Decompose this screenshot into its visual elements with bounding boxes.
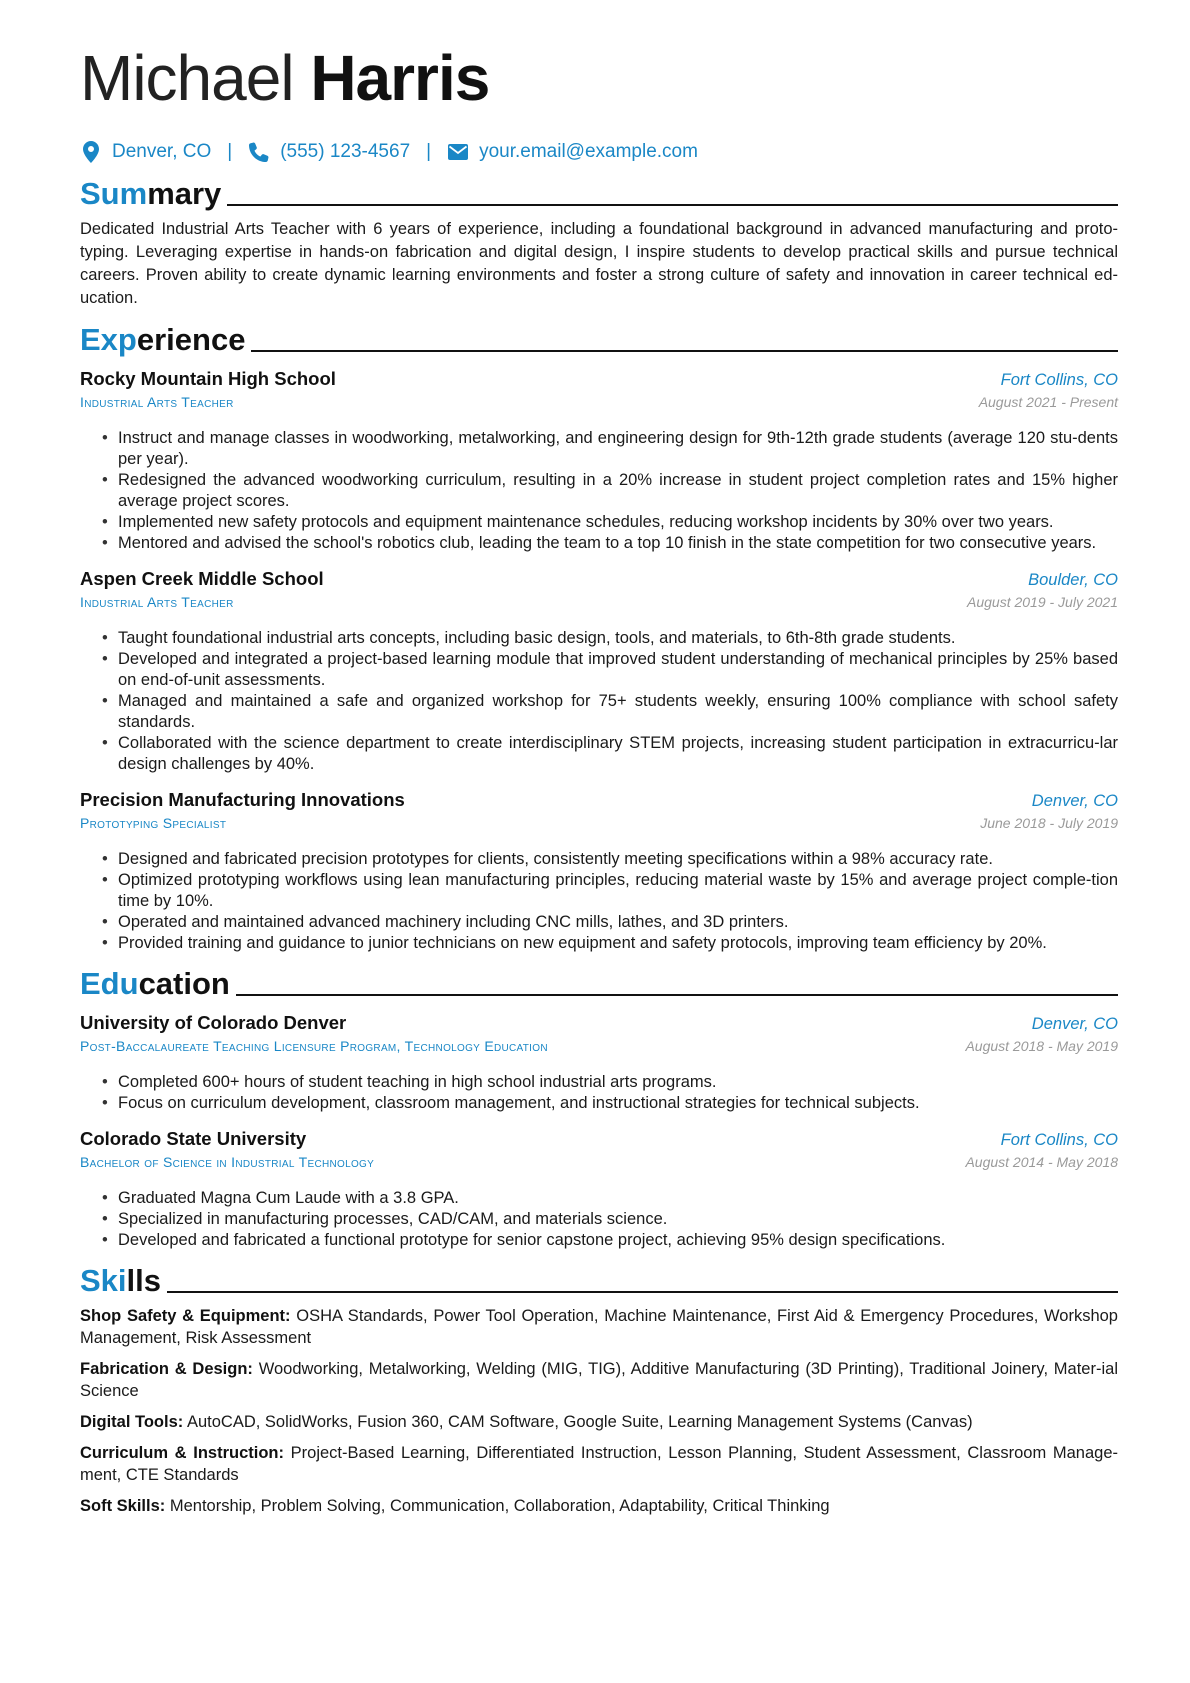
entry-dates: August 2018 - May 2019	[965, 1038, 1118, 1054]
section-rule	[236, 994, 1118, 996]
bullet-item: • Graduated Magna Cum Laude with a 3.8 GPA.	[102, 1188, 1118, 1209]
bullet-item: • Managed and maintained a safe and organized workshop for 75+ students weekly, ensuring 100% compliance with school safety standards.	[102, 691, 1118, 733]
bullet-item: • Instruct and manage classes in woodworking, metalworking, and engineering design for 9th-12th grade students (average 120 stu-dents per year).	[102, 428, 1118, 470]
entry-bullets	[102, 428, 1118, 554]
entry-location: Fort Collins, CO	[1000, 1131, 1118, 1149]
section-header-summary	[80, 172, 1118, 212]
entry-role: Prototyping Specialist	[80, 815, 227, 831]
bullet-item: • Operated and maintained advanced machinery including CNC mills, lathes, and 3D printers.	[102, 912, 1118, 933]
education-entry	[80, 1128, 1118, 1251]
entry-location: Denver, CO	[1031, 1015, 1118, 1033]
entry-role: Bachelor of Science in Industrial Technology	[80, 1154, 375, 1170]
bullet-item: • Developed and integrated a project-based learning module that improved student understanding of mechanical principles by 25% based on end-of-unit assessments.	[102, 649, 1118, 691]
bullet-item: • Developed and fabricated a functional prototype for senior capstone project, achieving 95% design specifications.	[102, 1230, 1118, 1251]
contact-location	[80, 141, 211, 163]
contact-separator: |	[227, 141, 233, 162]
entry-bullets	[102, 628, 1118, 775]
experience-entry	[80, 568, 1118, 775]
skill-label: Soft Skills:	[80, 1497, 166, 1515]
section-title-rest: erience	[136, 322, 246, 357]
phone-text: (555) 123-4567	[280, 141, 411, 162]
entry-role: Post-Baccalaureate Teaching Licensure Program, Technology Education	[80, 1038, 548, 1054]
entry-organization: Aspen Creek Middle School	[80, 568, 324, 589]
bullet-item: • Taught foundational industrial arts concepts, including basic design, tools, and materials, to 6th-8th grade students.	[102, 628, 1118, 649]
entry-dates: August 2019 - July 2021	[967, 594, 1118, 610]
section-title	[80, 176, 221, 212]
education-entry	[80, 1012, 1118, 1114]
location-text: Denver, CO	[112, 141, 212, 162]
bullet-item: • Collaborated with the science department to create interdisciplinary STEM projects, increasing student participation in extracurricu-lar design challenges by 40%.	[102, 733, 1118, 775]
section-rule	[227, 204, 1118, 206]
bullet-item: • Provided training and guidance to junior technicians on new equipment and safety protocols, improving team efficiency by 20%.	[102, 933, 1118, 954]
last-name: Harris	[310, 42, 490, 114]
skill-values: Mentorship, Problem Solving, Communication, Collaboration, Adaptability, Critical Thinking	[165, 1497, 830, 1515]
section-rule	[251, 350, 1118, 352]
entry-dates: June 2018 - July 2019	[980, 815, 1118, 831]
bullet-item: • Implemented new safety protocols and equipment maintenance schedules, reducing workshop incidents by 30% over two years.	[102, 512, 1118, 533]
bullet-item: • Mentored and advised the school's robotics club, leading the team to a top 10 finish in the state competition for two consecutive years.	[102, 533, 1118, 554]
bullet-item: • Optimized prototyping workflows using lean manufacturing principles, reducing material waste by 15% and average project comple-tion time by 10%.	[102, 870, 1118, 912]
bullet-item: • Completed 600+ hours of student teaching in high school industrial arts programs.	[102, 1072, 1118, 1093]
entry-organization: Rocky Mountain High School	[80, 368, 336, 389]
skill-label: Fabrication & Design:	[80, 1360, 253, 1378]
section-title-accent: Ski	[80, 1263, 127, 1298]
skill-row	[80, 1358, 1118, 1402]
section-title-rest: mary	[147, 176, 222, 211]
entry-bullets	[102, 1188, 1118, 1251]
entry-organization: Precision Manufacturing Innovations	[80, 789, 405, 810]
skills-list	[80, 1305, 1118, 1517]
skill-values: OSHA Standards, Power Tool Operation, Machine Maintenance, First Aid & Emergency Procedures, Workshop Management, Risk Assessment	[80, 1307, 1118, 1347]
section-title-accent: Sum	[80, 176, 148, 211]
email-text: your.email@example.com	[479, 141, 698, 162]
experience-entry	[80, 789, 1118, 954]
entry-role: Industrial Arts Teacher	[80, 394, 234, 410]
entry-location: Fort Collins, CO	[1000, 371, 1118, 389]
section-title-rest: lls	[126, 1263, 161, 1298]
section-title	[80, 966, 230, 1002]
education-list	[80, 1012, 1118, 1251]
entry-location: Denver, CO	[1031, 792, 1118, 810]
entry-dates: August 2021 - Present	[978, 394, 1118, 410]
entry-bullets	[102, 1072, 1118, 1114]
skill-row	[80, 1442, 1118, 1486]
contact-bar	[80, 140, 1118, 164]
first-name: Michael	[80, 42, 294, 114]
contact-email[interactable]	[447, 141, 698, 163]
bullet-item: • Specialized in manufacturing processes, CAD/CAM, and materials science.	[102, 1209, 1118, 1230]
section-header-skills	[80, 1259, 1118, 1299]
section-title-rest: cation	[138, 966, 230, 1001]
contact-phone[interactable]	[248, 141, 410, 163]
skill-row	[80, 1305, 1118, 1349]
section-header-experience	[80, 318, 1118, 358]
experience-list	[80, 368, 1118, 954]
skill-row	[80, 1411, 1118, 1433]
skill-label: Curriculum & Instruction:	[80, 1444, 284, 1462]
entry-organization: University of Colorado Denver	[80, 1012, 347, 1033]
entry-organization: Colorado State University	[80, 1128, 307, 1149]
entry-dates: August 2014 - May 2018	[965, 1154, 1118, 1170]
skill-values: Project-Based Learning, Differentiated Instruction, Lesson Planning, Student Assessment, Classroom Manage-ment, CTE Standards	[80, 1444, 1118, 1484]
map-pin-icon	[80, 141, 102, 163]
bullet-item: • Focus on curriculum development, classroom management, and instructional strategies for technical subjects.	[102, 1093, 1118, 1114]
envelope-icon	[447, 141, 469, 163]
entry-role: Industrial Arts Teacher	[80, 594, 234, 610]
entry-location: Boulder, CO	[1028, 571, 1118, 589]
section-rule	[167, 1291, 1118, 1293]
skill-label: Shop Safety & Equipment:	[80, 1307, 291, 1325]
contact-separator: |	[426, 141, 432, 162]
summary-text: Dedicated Industrial Arts Teacher with 6 years of experience, including a foundational background in advanced manufacturing and proto-typing. Leveraging expertise in hands-on fabrication and digital design, I inspire students to develop practical skills and pursue technical careers. Proven ability to create dynamic learning environments and foster a strong culture of safety and innovation in career technical ed-ucation.	[80, 220, 1118, 307]
section-title	[80, 322, 245, 358]
section-title-accent: Exp	[80, 322, 137, 357]
experience-entry	[80, 368, 1118, 554]
bullet-item: • Designed and fabricated precision prototypes for clients, consistently meeting specifications within a 98% accuracy rate.	[102, 849, 1118, 870]
skill-values: AutoCAD, SolidWorks, Fusion 360, CAM Software, Google Suite, Learning Management Systems (Canvas)	[183, 1413, 973, 1431]
section-title	[80, 1263, 161, 1299]
section-title-accent: Edu	[80, 966, 139, 1001]
entry-bullets	[102, 849, 1118, 954]
phone-icon	[248, 141, 270, 163]
skill-label: Digital Tools:	[80, 1413, 184, 1431]
skill-row	[80, 1495, 1118, 1517]
skill-values: Woodworking, Metalworking, Welding (MIG, TIG), Additive Manufacturing (3D Printing), Traditional Joinery, Mater-ial Science	[80, 1360, 1118, 1400]
section-header-education	[80, 962, 1118, 1002]
candidate-name	[80, 40, 1118, 116]
bullet-item: • Redesigned the advanced woodworking curriculum, resulting in a 20% increase in student project completion rates and 15% higher average project scores.	[102, 470, 1118, 512]
